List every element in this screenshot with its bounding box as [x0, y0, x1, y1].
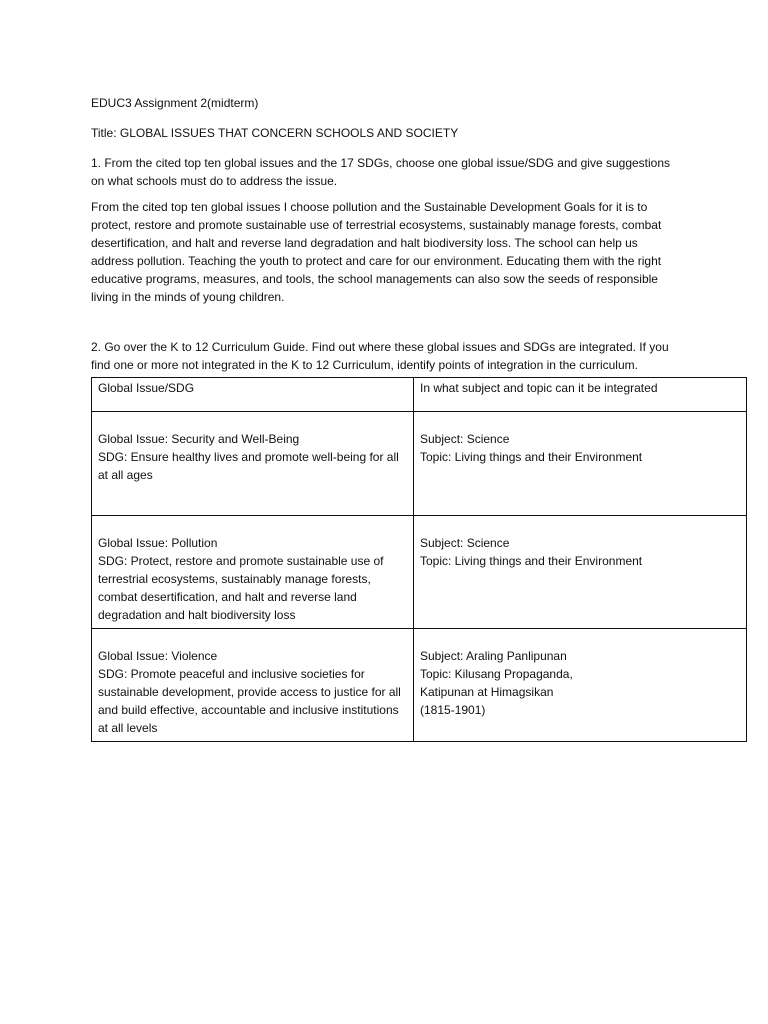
integration-table: [91, 377, 747, 742]
global-issue-text: Global Issue: Pollution: [98, 536, 218, 550]
table-cell-issue: [92, 412, 414, 516]
document-page: [91, 94, 681, 742]
table-row: [92, 412, 747, 516]
global-issue-text: Global Issue: Violence: [98, 649, 218, 663]
sdg-text: SDG: Promote peaceful and inclusive societies for sustainable development, provide access to justice for all and build effective, accountable and inclusive institutions at all levels: [98, 667, 401, 735]
subject-text: Subject: Science: [420, 432, 510, 446]
topic-text: Topic: Kilusang Propaganda,: [420, 667, 573, 681]
table-cell-subject: [414, 412, 747, 516]
answer-1: From the cited top ten global issues I choose pollution and the Sustainable Development Goals for it is to protect, restore and promote sustainable use of terrestrial ecosystems, sustainably manage forests, combat desertification, and halt and reverse land degradation and halt biodiversity loss. The school can help us address pollution. Teaching the youth to protect and care for our environment. Educating them with the right educative programs, measures, and tools, the school managements can also sow the seeds of responsible living in the minds of young children.: [91, 200, 662, 304]
subject-text: Subject: Araling Panlipunan: [420, 649, 567, 663]
document-title: Title: GLOBAL ISSUES THAT CONCERN SCHOOLS AND SOCIETY: [91, 126, 459, 140]
topic-text-line-2: Katipunan at Himagsikan: [420, 685, 554, 699]
table-row: [92, 516, 747, 629]
assignment-header: EDUC3 Assignment 2(midterm): [91, 96, 259, 110]
table-header-subject: In what subject and topic can it be integrated: [414, 378, 747, 412]
question-2: 2. Go over the K to 12 Curriculum Guide. Find out where these global issues and SDGs are integrated. If you find one or more not integrated in the K to 12 Curriculum, identify points of integration in the curriculum.: [91, 340, 669, 372]
topic-text-line-3: (1815-1901): [420, 703, 486, 717]
table-header-row: [92, 378, 747, 412]
table-cell-issue: [92, 629, 414, 742]
subject-text: Subject: Science: [420, 536, 510, 550]
topic-text: Topic: Living things and their Environment: [420, 554, 643, 568]
table-cell-subject: [414, 629, 747, 742]
sdg-text: SDG: Protect, restore and promote sustainable use of terrestrial ecosystems, sustainably manage forests, combat desertification, and halt and reverse land degradation and halt biodiversity loss: [98, 554, 384, 622]
table-cell-issue: [92, 516, 414, 629]
global-issue-text: Global Issue: Security and Well-Being: [98, 432, 300, 446]
topic-text: Topic: Living things and their Environment: [420, 450, 643, 464]
question-1: 1. From the cited top ten global issues and the 17 SDGs, choose one global issue/SDG and give suggestions on what schools must do to address the issue.: [91, 156, 671, 188]
table-header-issue: Global Issue/SDG: [92, 378, 414, 412]
sdg-text: SDG: Ensure healthy lives and promote well-being for all at all ages: [98, 450, 399, 482]
table-row: [92, 629, 747, 742]
table-cell-subject: [414, 516, 747, 629]
